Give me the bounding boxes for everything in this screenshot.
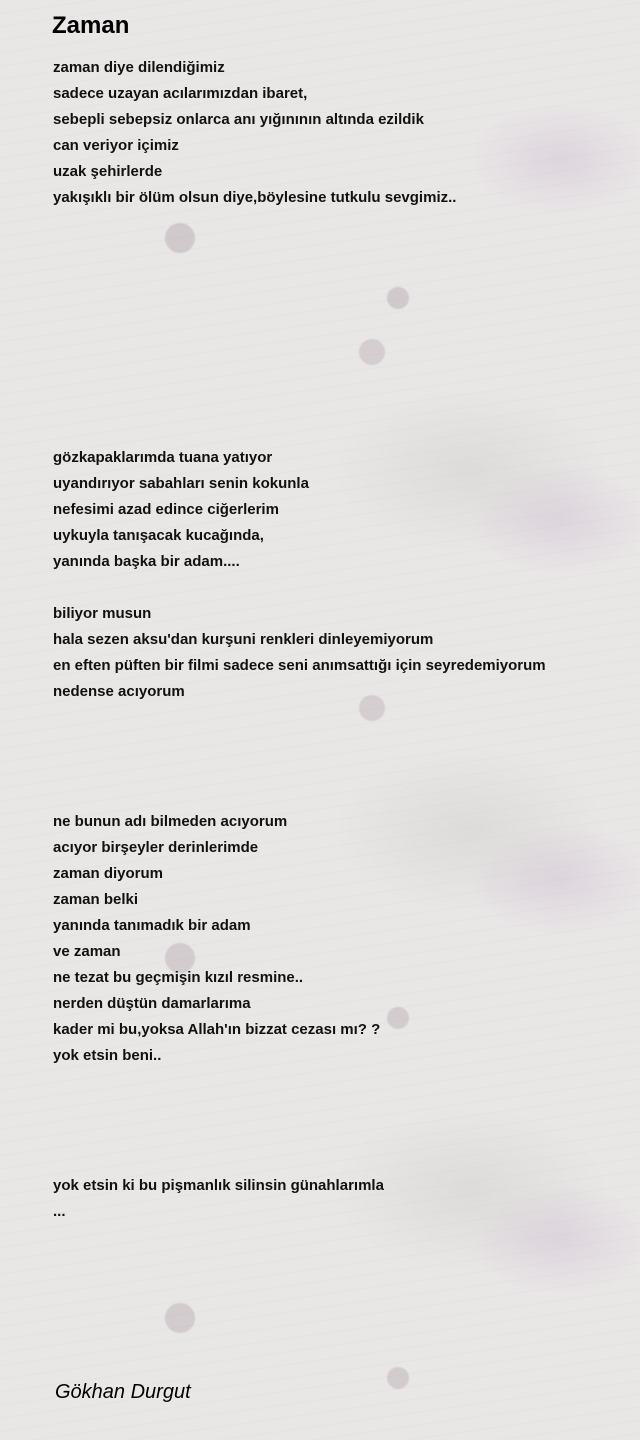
poem-line: zaman diye dilendiğimiz <box>53 59 225 76</box>
poem-line <box>53 419 633 445</box>
poem-line: zaman belki <box>53 891 139 908</box>
poem-line: yanında tanımadık bir adam <box>53 917 251 934</box>
poem-line: hala sezen aksu'dan kurşuni renkleri dinleyemiyorum <box>53 631 434 648</box>
poem-line: en eften püften bir filmi sadece seni anımsattığı için seyredemiyorum <box>53 657 546 674</box>
poem-line <box>53 393 633 419</box>
poem-line <box>53 1147 633 1173</box>
poem-line: ne tezat bu geçmişin kızıl resmine.. <box>53 969 304 986</box>
poem-line <box>53 289 633 315</box>
poem-line: uykuyla tanışacak kucağında, <box>53 527 264 544</box>
poem-line: uyandırıyor sabahları senin kokunla <box>53 475 309 492</box>
poem-line <box>53 341 633 367</box>
poem-line: sebepli sebepsiz onlarca anı yığınının altında ezildik <box>53 111 424 128</box>
poem-line <box>53 237 633 263</box>
poem-line: yok etsin beni.. <box>53 1047 162 1064</box>
poem-line: yanında başka bir adam.... <box>53 553 240 570</box>
poem-line: acıyor birşeyler derinlerimde <box>53 839 259 856</box>
poem-line: nefesimi azad edince ciğerlerim <box>53 501 279 518</box>
poem-author: Gökhan Durgut <box>55 1381 191 1403</box>
poem-line: biliyor musun <box>53 605 152 622</box>
poem-line <box>53 263 633 289</box>
poem-line: zaman diyorum <box>53 865 164 882</box>
poem-line <box>53 575 633 601</box>
poem-title: Zaman <box>52 12 130 39</box>
poem-line: yok etsin ki bu pişmanlık silinsin günahlarımla <box>53 1177 384 1194</box>
poem-line <box>53 367 633 393</box>
poem-line: nerden düştün damarlarıma <box>53 995 251 1012</box>
poem-line: kader mi bu,yoksa Allah'ın bizzat cezası mı? ? <box>53 1021 381 1038</box>
poem-line <box>53 1095 633 1121</box>
poem-line <box>53 757 633 783</box>
poem-line <box>53 211 633 237</box>
poem-line <box>53 1069 633 1095</box>
poem-line <box>53 1121 633 1147</box>
poem-line <box>53 783 633 809</box>
poem-line: ve zaman <box>53 943 121 960</box>
poem-line: ne bunun adı bilmeden acıyorum <box>53 813 288 830</box>
poem-line: can veriyor içimiz <box>53 137 179 154</box>
poem-line: gözkapaklarımda tuana yatıyor <box>53 449 273 466</box>
poem-line <box>53 315 633 341</box>
poem-line <box>53 731 633 757</box>
poem-line: yakışıklı bir ölüm olsun diye,böylesine tutkulu sevgimiz.. <box>53 189 457 206</box>
poem-line: sadece uzayan acılarımızdan ibaret, <box>53 85 308 102</box>
poem-line <box>53 705 633 731</box>
poem-line: uzak şehirlerde <box>53 163 163 180</box>
poem-line: ... <box>53 1203 66 1220</box>
poem-line: nedense acıyorum <box>53 683 185 700</box>
poem-body <box>53 55 633 1225</box>
